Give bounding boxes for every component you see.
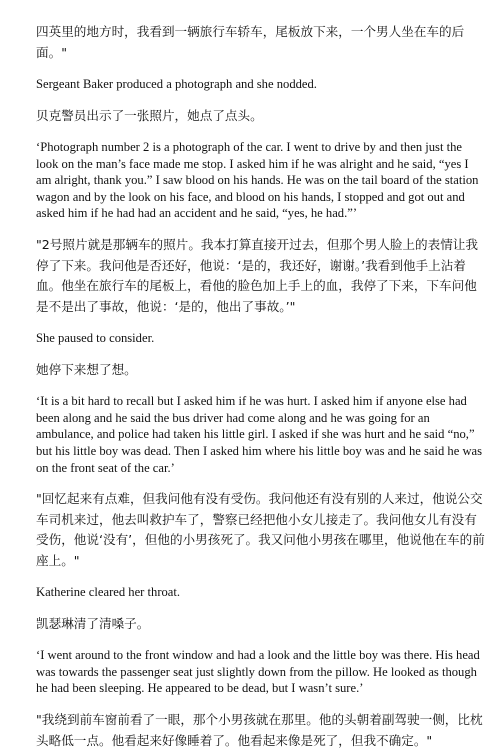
paragraph-en-6: ‘I went around to the front window and had a look and the little boy was there. His head was towards the passenger seat just slightly down from the pillow. He looked as though he had been sleeping. He appeared to be dead, but I wasn’t sure.’ [36,648,480,696]
paragraph-zh-2: 贝克警员出示了一张照片，她点了点头。 [36,107,263,123]
paragraph-zh-1: 四英里的地方时，我看到一辆旅行车轿车，尾板放下来，一个男人坐在车的后面。" [36,24,465,60]
paragraph-en-1: Sergeant Baker produced a photograph and she nodded. [36,77,317,91]
paragraph-en-5: Katherine cleared her throat. [36,585,181,600]
paragraph-en-4: ‘It is a bit hard to recall but I asked him if he was hurt. I asked him if anyone else had been along and he said the bus driver had come along and he was going for an ambulance, and police had taken his little girl. I asked if she was hurt and he said “no,” but his little boy was dead. Then I asked him where his little boy was and he said he was on the front seat of the car.’ [36,394,483,475]
paragraph-en-3: She paused to consider. [36,331,155,346]
paragraph-zh-3: "2号照片就是那辆车的照片。我本打算直接开过去，但那个男人脸上的表情让我停了下来。我问他是否还好，他说：‘是的，我还好，谢谢。’我看到他手上沾着血。他坐在旅行车的尾板上，看他的脸色加上手上的血，我停了下来，下车问他是不是出了事故，他说：‘是的，他出了事故。’" [36,237,478,314]
paragraph-zh-6: 凯瑟琳清了清嗓子。 [36,615,150,631]
paragraph-en-2: ‘Photograph number 2 is a photograph of the car. I went to drive by and then just the look on the man’s face made me stop. I asked him if he was alright and he said, “yes I am alright, thank you.” I saw blood on his hands. He was on the tail board of the station wagon and by the look on his face, and blood on his hands, I stopped and got out and asked him if he had had an accident and he said, “yes, he had.”’ [36,140,479,221]
paragraph-zh-5: "回忆起来有点难，但我问他有没有受伤。我问他还有没有别的人来过，他说公交车司机来过，他去叫救护车了，警察已经把他小女儿接走了。我问他女儿有没有受伤，他说‘没有’，但他的小男孩死了。我又问他小男孩在哪里，他说他在车的前座上。" [36,491,485,568]
paragraph-zh-7: "我绕到前车窗前看了一眼，那个小男孩就在那里。他的头朝着副驾驶一侧，比枕头略低一点。他看起来好像睡着了。他看起来像是死了，但我不确定。" [36,712,483,748]
paragraph-zh-4: 她停下来想了想。 [36,361,137,377]
